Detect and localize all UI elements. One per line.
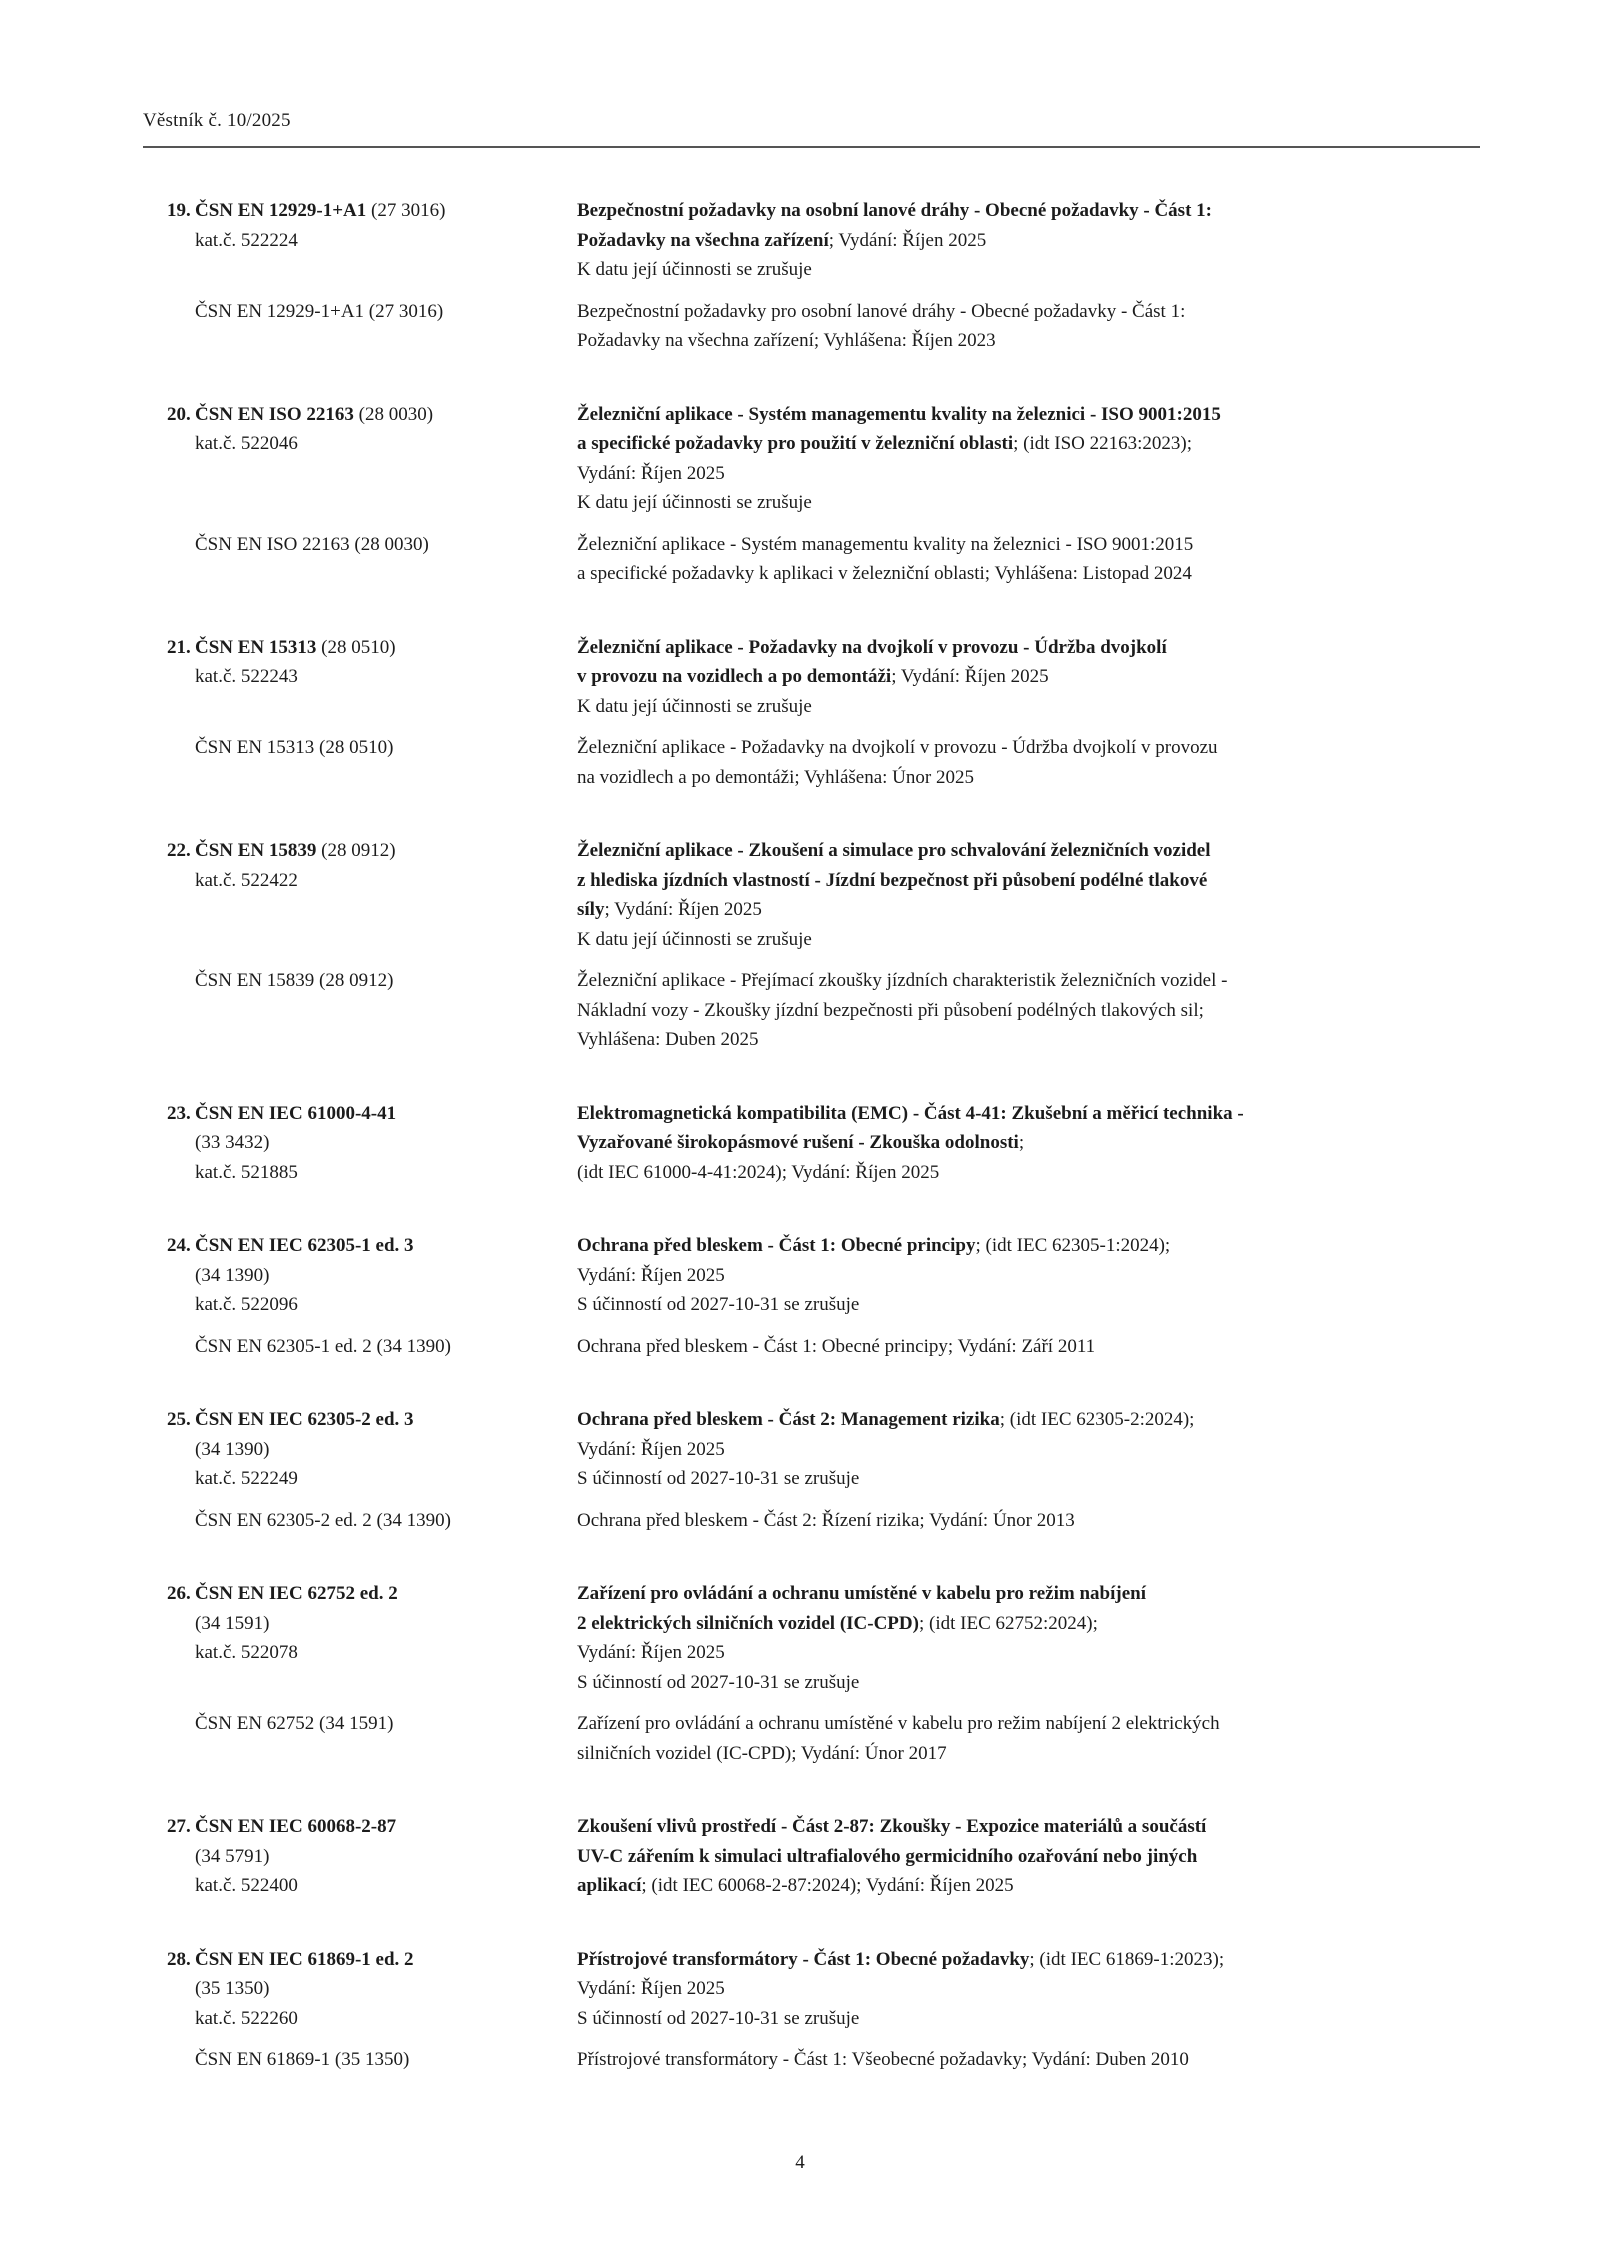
standard-title-line	[577, 1290, 1480, 1320]
entry-main-row	[167, 1812, 1480, 1901]
standard-entry	[167, 1945, 1480, 2075]
replaced-title	[577, 1506, 1480, 1536]
text-segment: ; (idt IEC 62305-2:2024);	[999, 1409, 1195, 1430]
standard-title	[577, 1231, 1480, 1320]
text-segment: na vozidlech a po demontáži; Vyhlášena: Únor 2025	[577, 766, 974, 788]
replaced-title-line	[577, 763, 1480, 793]
text-segment: kat.č. 522249	[195, 1468, 298, 1489]
text-segment: Ochrana před bleskem - Část 1: Obecné principy; Vydání: Září 2011	[577, 1335, 1096, 1357]
standard-designation-line	[195, 196, 577, 226]
bold-text-segment: v provozu na vozidlech a po demontáži	[577, 666, 892, 687]
bold-text-segment: a specifické požadavky pro použití v železniční oblasti	[577, 433, 1014, 454]
standard-designation-line	[195, 1128, 577, 1158]
standard-designation	[195, 1812, 577, 1901]
text-segment: (idt IEC 61000-4-41:2024); Vydání: Říjen 2025	[577, 1161, 940, 1183]
text-segment: S účinností od 2027-10-31 se zrušuje	[577, 1468, 860, 1489]
entry-number: 24.	[167, 1235, 191, 1256]
standard-title-line	[577, 1128, 1480, 1158]
text-segment: kat.č. 522260	[195, 2007, 298, 2029]
bold-text-segment: Přístrojové transformátory - Část 1: Obecné požadavky	[577, 1948, 1030, 1970]
standard-title-line	[577, 1405, 1480, 1435]
entry-main-row	[167, 196, 1480, 285]
standard-designation-line	[195, 226, 577, 256]
text-segment: ; (idt IEC 62305-1:2024);	[975, 1235, 1171, 1256]
bold-text-segment: ČSN EN 15313	[195, 636, 317, 658]
entry-number: 23.	[167, 1102, 191, 1124]
text-segment: ČSN EN 62305-2 ed. 2 (34 1390)	[195, 1509, 451, 1531]
standard-title-line	[577, 1609, 1480, 1639]
replaced-standard-row	[167, 966, 1480, 1055]
text-segment: ; (idt IEC 62752:2024);	[918, 1612, 1098, 1634]
standard-entry	[167, 1812, 1480, 1901]
text-segment: ČSN EN 15313 (28 0510)	[195, 737, 394, 758]
text-segment: ; Vydání: Říjen 2025	[828, 229, 987, 251]
bold-text-segment: síly	[577, 899, 605, 920]
replaced-designation	[195, 1709, 577, 1739]
text-segment: S účinností od 2027-10-31 se zrušuje	[577, 1671, 860, 1693]
text-segment: ; (idt ISO 22163:2023);	[1013, 433, 1193, 454]
replaced-designation-line	[195, 1709, 577, 1739]
text-segment: Požadavky na všechna zařízení; Vyhlášena: Říjen 2023	[577, 330, 996, 351]
text-segment: kat.č. 522046	[195, 433, 298, 454]
replaced-title	[577, 1332, 1480, 1362]
standard-title-line	[577, 836, 1480, 866]
text-segment: (27 3016)	[366, 200, 446, 221]
entry-main-row	[167, 1231, 1480, 1320]
replaced-designation-line	[195, 297, 577, 327]
standard-title	[577, 1579, 1480, 1697]
standard-entry	[167, 1099, 1480, 1188]
text-segment: ČSN EN 62305-1 ed. 2 (34 1390)	[195, 1335, 451, 1357]
standard-title	[577, 1945, 1480, 2034]
text-segment: Nákladní vozy - Zkoušky jízdní bezpečnosti při působení podélných tlakových sil;	[577, 999, 1204, 1021]
standard-title-line	[577, 1261, 1480, 1291]
entry-number: 22.	[167, 840, 191, 861]
page-number: 4	[795, 2152, 805, 2173]
bold-text-segment: Ochrana před bleskem - Část 2: Management rizika	[577, 1409, 1000, 1430]
replaced-title-line	[577, 996, 1480, 1026]
entry-number: 25.	[167, 1409, 191, 1430]
replaced-title-line	[577, 1332, 1480, 1362]
standard-title-line	[577, 866, 1480, 896]
text-segment: (35 1350)	[195, 1978, 270, 1999]
bold-text-segment: ČSN EN ISO 22163	[195, 403, 354, 425]
bold-text-segment: ČSN EN 15839	[195, 840, 317, 861]
text-segment: Vydání: Říjen 2025	[577, 462, 725, 484]
standard-designation-line	[195, 400, 577, 430]
standard-title-line	[577, 925, 1480, 955]
entry-main-row	[167, 1405, 1480, 1494]
text-segment: Přístrojové transformátory - Část 1: Všeobecné požadavky; Vydání: Duben 2010	[577, 2049, 1189, 2070]
text-segment: Železniční aplikace - Přejímací zkoušky jízdních charakteristik železničních vozidel -	[577, 970, 1228, 991]
replaced-designation-line	[195, 2045, 577, 2075]
standard-title-line	[577, 2004, 1480, 2034]
text-segment: K datu její účinnosti se zrušuje	[577, 259, 812, 280]
text-segment: kat.č. 522243	[195, 666, 298, 687]
standard-designation-line	[195, 836, 577, 866]
standard-designation-line	[195, 1871, 577, 1901]
standard-designation-line	[195, 1638, 577, 1668]
header-divider	[143, 146, 1480, 148]
text-segment: kat.č. 522422	[195, 869, 298, 891]
entry-main-row	[167, 836, 1480, 954]
standard-designation-line	[195, 1158, 577, 1188]
standard-entry	[167, 400, 1480, 589]
replaced-designation	[195, 1506, 577, 1536]
standard-designation	[195, 1405, 577, 1494]
standard-designation-line	[195, 1812, 577, 1842]
replaced-title	[577, 297, 1480, 356]
replaced-title-line	[577, 1025, 1480, 1055]
bold-text-segment: Elektromagnetická kompatibilita (EMC) - Část 4-41: Zkušební a měřicí technika -	[577, 1102, 1244, 1124]
standard-title-line	[577, 1099, 1480, 1129]
standard-designation-line	[195, 429, 577, 459]
text-segment: silničních vozidel (IC-CPD); Vydání: Únor 2017	[577, 1742, 947, 1764]
text-segment: K datu její účinnosti se zrušuje	[577, 492, 812, 513]
replaced-designation	[195, 966, 577, 996]
standard-designation	[195, 1945, 577, 2034]
standard-designation	[195, 633, 577, 692]
replaced-title-line	[577, 559, 1480, 589]
standard-title-line	[577, 255, 1480, 285]
text-segment: Vydání: Říjen 2025	[577, 1264, 725, 1286]
standard-title-line	[577, 488, 1480, 518]
bold-text-segment: Zkoušení vlivů prostředí - Část 2-87: Zkoušky - Expozice materiálů a součástí	[577, 1816, 1207, 1837]
standard-designation-line	[195, 1609, 577, 1639]
bold-text-segment: ČSN EN IEC 62305-2 ed. 3	[195, 1409, 414, 1430]
text-segment: kat.č. 522224	[195, 229, 298, 251]
text-segment: (34 1591)	[195, 1612, 270, 1634]
standard-title-line	[577, 1231, 1480, 1261]
text-segment: kat.č. 522096	[195, 1294, 298, 1315]
bold-text-segment: ČSN EN IEC 62752 ed. 2	[195, 1583, 398, 1604]
text-segment: (34 1390)	[195, 1438, 270, 1460]
entry-main-row	[167, 1099, 1480, 1188]
standard-title-line	[577, 1579, 1480, 1609]
replaced-title	[577, 733, 1480, 792]
replaced-title	[577, 1709, 1480, 1768]
standard-title	[577, 836, 1480, 954]
replaced-title-line	[577, 297, 1480, 327]
standard-designation-line	[195, 1842, 577, 1872]
text-segment: (28 0912)	[316, 840, 396, 861]
replaced-title	[577, 966, 1480, 1055]
text-segment: Vydání: Říjen 2025	[577, 1978, 725, 1999]
text-segment: K datu její účinnosti se zrušuje	[577, 928, 812, 950]
replaced-standard-row	[167, 297, 1480, 356]
standard-entry	[167, 1405, 1480, 1535]
standard-entry	[167, 836, 1480, 1055]
standard-title	[577, 400, 1480, 518]
standard-designation-line	[195, 1231, 577, 1261]
standard-designation	[195, 836, 577, 895]
entry-number: 20.	[167, 403, 191, 425]
standard-title-line	[577, 429, 1480, 459]
entry-number: 21.	[167, 636, 191, 658]
text-segment: Vyhlášena: Duben 2025	[577, 1029, 759, 1050]
standard-title-line	[577, 692, 1480, 722]
bold-text-segment: UV-C zářením k simulaci ultrafialového germicidního ozařování nebo jiných	[577, 1845, 1198, 1867]
entry-number: 26.	[167, 1583, 191, 1604]
bold-text-segment: Železniční aplikace - Požadavky na dvojkolí v provozu - Údržba dvojkolí	[577, 636, 1167, 658]
text-segment: Zařízení pro ovládání a ochranu umístěné v kabelu pro režim nabíjení 2 elektrických	[577, 1713, 1220, 1734]
standard-title-line	[577, 226, 1480, 256]
replaced-title-line	[577, 326, 1480, 356]
standard-designation-line	[195, 1099, 577, 1129]
standard-title-line	[577, 1945, 1480, 1975]
text-segment: ; (idt IEC 61869-1:2023);	[1029, 1948, 1225, 1970]
text-segment: (28 0030)	[353, 403, 434, 425]
standard-designation-line	[195, 1405, 577, 1435]
replaced-designation-line	[195, 1332, 577, 1362]
standard-title-line	[577, 895, 1480, 925]
bold-text-segment: ČSN EN IEC 60068-2-87	[195, 1816, 397, 1837]
standard-title-line	[577, 1464, 1480, 1494]
standard-designation-line	[195, 866, 577, 896]
text-segment: K datu její účinnosti se zrušuje	[577, 695, 812, 717]
standard-designation	[195, 196, 577, 255]
standard-title-line	[577, 1974, 1480, 2004]
replaced-designation	[195, 530, 577, 560]
standard-designation	[195, 1099, 577, 1188]
text-segment: ČSN EN 12929-1+A1 (27 3016)	[195, 300, 444, 322]
text-segment: kat.č. 521885	[195, 1161, 298, 1183]
standard-title-line	[577, 1158, 1480, 1188]
replaced-standard-row	[167, 1506, 1480, 1536]
standard-title-line	[577, 1842, 1480, 1872]
replaced-standard-row	[167, 2045, 1480, 2075]
replaced-title-line	[577, 1709, 1480, 1739]
bold-text-segment: Ochrana před bleskem - Část 1: Obecné principy	[577, 1235, 976, 1256]
text-segment: ; Vydání: Říjen 2025	[891, 666, 1049, 687]
standard-title-line	[577, 459, 1480, 489]
bold-text-segment: Železniční aplikace - Zkoušení a simulace pro schvalování železničních vozidel	[577, 840, 1211, 861]
standard-title	[577, 1099, 1480, 1188]
bold-text-segment: Zařízení pro ovládání a ochranu umístěné v kabelu pro režim nabíjení	[577, 1583, 1146, 1604]
entry-number: 19.	[167, 200, 191, 221]
text-segment: Železniční aplikace - Systém managementu kvality na železnici - ISO 9001:2015	[577, 533, 1194, 555]
bold-text-segment: Bezpečnostní požadavky na osobní lanové dráhy - Obecné požadavky - Část 1:	[577, 200, 1212, 221]
replaced-designation	[195, 297, 577, 327]
bold-text-segment: ČSN EN IEC 61869-1 ed. 2	[195, 1948, 414, 1970]
text-segment: Ochrana před bleskem - Část 2: Řízení rizika; Vydání: Únor 2013	[577, 1509, 1075, 1531]
text-segment: (33 3432)	[195, 1132, 270, 1153]
text-segment: Železniční aplikace - Požadavky na dvojkolí v provozu - Údržba dvojkolí v provozu	[577, 737, 1218, 758]
entry-main-row	[167, 1579, 1480, 1697]
replaced-standard-row	[167, 1709, 1480, 1768]
bold-text-segment: Požadavky na všechna zařízení	[577, 229, 829, 251]
bold-text-segment: aplikací	[577, 1875, 642, 1896]
standard-designation-line	[195, 1435, 577, 1465]
standard-designation-line	[195, 633, 577, 663]
replaced-designation-line	[195, 733, 577, 763]
text-segment: kat.č. 522078	[195, 1642, 298, 1663]
text-segment: Bezpečnostní požadavky pro osobní lanové dráhy - Obecné požadavky - Část 1:	[577, 300, 1186, 322]
standards-list	[167, 196, 1480, 2119]
replaced-title-line	[577, 530, 1480, 560]
replaced-title-line	[577, 733, 1480, 763]
text-segment: (28 0510)	[316, 636, 396, 658]
text-segment: S účinností od 2027-10-31 se zrušuje	[577, 1294, 860, 1315]
text-segment: ; Vydání: Říjen 2025	[604, 899, 762, 920]
replaced-title-line	[577, 2045, 1480, 2075]
standard-designation-line	[195, 2004, 577, 2034]
standard-title-line	[577, 1638, 1480, 1668]
standard-designation-line	[195, 1579, 577, 1609]
bold-text-segment: 2 elektrických silničních vozidel (IC-CPD)	[577, 1612, 919, 1634]
entry-main-row	[167, 1945, 1480, 2034]
replaced-designation	[195, 2045, 577, 2075]
standard-title-line	[577, 400, 1480, 430]
standard-title-line	[577, 1668, 1480, 1698]
standard-title-line	[577, 196, 1480, 226]
standard-title-line	[577, 633, 1480, 663]
replaced-standard-row	[167, 1332, 1480, 1362]
standard-designation-line	[195, 1464, 577, 1494]
standard-entry	[167, 196, 1480, 356]
standard-designation-line	[195, 1974, 577, 2004]
text-segment: Vydání: Říjen 2025	[577, 1642, 725, 1663]
replaced-designation-line	[195, 966, 577, 996]
replaced-title-line	[577, 966, 1480, 996]
replaced-designation	[195, 1332, 577, 1362]
standard-entry	[167, 633, 1480, 793]
text-segment: ČSN EN 62752 (34 1591)	[195, 1713, 394, 1734]
replaced-title	[577, 2045, 1480, 2075]
text-segment: a specifické požadavky k aplikaci v železniční oblasti; Vyhlášena: Listopad 2024	[577, 563, 1192, 584]
text-segment: kat.č. 522400	[195, 1875, 298, 1896]
standard-title	[577, 1405, 1480, 1494]
text-segment: ČSN EN 15839 (28 0912)	[195, 970, 394, 991]
standard-designation-line	[195, 1290, 577, 1320]
text-segment: (34 5791)	[195, 1845, 270, 1867]
standard-designation-line	[195, 1945, 577, 1975]
standard-title	[577, 1812, 1480, 1901]
replaced-title-line	[577, 1506, 1480, 1536]
standard-title-line	[577, 1871, 1480, 1901]
bold-text-segment: ČSN EN IEC 62305-1 ed. 3	[195, 1235, 414, 1256]
standard-entry	[167, 1579, 1480, 1768]
text-segment: ; (idt IEC 60068-2-87:2024); Vydání: Říjen 2025	[641, 1875, 1014, 1896]
text-segment: (34 1390)	[195, 1264, 270, 1286]
standard-designation-line	[195, 662, 577, 692]
standard-entry	[167, 1231, 1480, 1361]
bold-text-segment: z hlediska jízdních vlastností - Jízdní bezpečnost při působení podélné tlakové	[577, 869, 1208, 891]
text-segment: ČSN EN 61869-1 (35 1350)	[195, 2049, 410, 2070]
entry-main-row	[167, 633, 1480, 722]
standard-designation-line	[195, 1261, 577, 1291]
replaced-title	[577, 530, 1480, 589]
page-title: Věstník č. 10/2025	[143, 110, 291, 131]
text-segment: S účinností od 2027-10-31 se zrušuje	[577, 2007, 860, 2029]
bold-text-segment: ČSN EN IEC 61000-4-41	[195, 1102, 397, 1124]
entry-main-row	[167, 400, 1480, 518]
standard-designation	[195, 1579, 577, 1668]
text-segment: Vydání: Říjen 2025	[577, 1438, 725, 1460]
entry-number: 28.	[167, 1948, 191, 1970]
bold-text-segment: Vyzařované širokopásmové rušení - Zkouška odolnosti	[577, 1132, 1019, 1153]
replaced-standard-row	[167, 733, 1480, 792]
bold-text-segment: Železniční aplikace - Systém managementu kvality na železnici - ISO 9001:2015	[577, 403, 1221, 425]
text-segment: ;	[1018, 1132, 1025, 1153]
bold-text-segment: ČSN EN 12929-1+A1	[195, 200, 367, 221]
standard-title	[577, 633, 1480, 722]
replaced-designation-line	[195, 530, 577, 560]
standard-title	[577, 196, 1480, 285]
standard-designation	[195, 400, 577, 459]
standard-designation	[195, 1231, 577, 1320]
replaced-designation	[195, 733, 577, 763]
standard-title-line	[577, 662, 1480, 692]
replaced-title-line	[577, 1739, 1480, 1769]
standard-title-line	[577, 1435, 1480, 1465]
standard-title-line	[577, 1812, 1480, 1842]
entry-number: 27.	[167, 1816, 191, 1837]
text-segment: ČSN EN ISO 22163 (28 0030)	[195, 533, 429, 555]
replaced-designation-line	[195, 1506, 577, 1536]
replaced-standard-row	[167, 530, 1480, 589]
